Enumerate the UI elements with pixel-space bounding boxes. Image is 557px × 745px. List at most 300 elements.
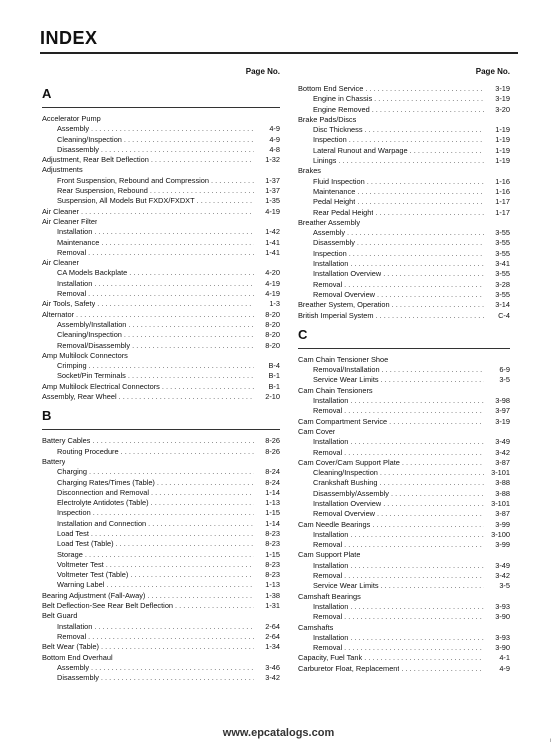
entry-label: Installation [313, 529, 349, 539]
entry-label: Cam Needle Bearings [298, 519, 371, 529]
entry-page: 2-10 [265, 392, 280, 402]
dot-leader [350, 259, 484, 269]
entry-label: CA Models Backplate [57, 268, 128, 278]
index-entry [42, 238, 280, 248]
entry-page: 1-41 [265, 237, 280, 247]
entry-label: Removal [57, 289, 87, 299]
dot-leader [124, 330, 254, 340]
dot-leader [389, 417, 484, 427]
index-entry [42, 351, 280, 361]
index-entry [42, 248, 280, 258]
entry-page: 2-64 [265, 631, 280, 641]
section-rule [298, 348, 510, 349]
entry-label: Cleaning/Inspection [57, 330, 122, 340]
index-entry [42, 145, 280, 155]
dot-leader [147, 591, 254, 601]
index-entry [42, 310, 280, 320]
entry-page: 8-24 [265, 477, 280, 487]
entry-label: Battery Cables [42, 436, 91, 446]
entry-label: Pedal Height [313, 197, 356, 207]
index-entry [298, 623, 510, 633]
index-entry [42, 207, 280, 217]
dot-leader [338, 156, 484, 166]
entry-label: Battery [42, 456, 66, 466]
entry-label: Removal [313, 571, 343, 581]
entry-page: 8-26 [265, 436, 280, 446]
entry-page: 3-49 [495, 560, 510, 570]
right-sections [298, 84, 510, 674]
entry-page: 3-101 [491, 498, 510, 508]
dot-leader [130, 570, 254, 580]
index-entry [42, 124, 280, 134]
index-entry [298, 197, 510, 207]
entry-label: Disassembly/Assembly [313, 488, 389, 498]
entry-page: 3-41 [495, 259, 510, 269]
entry-page: 3-87 [495, 509, 510, 519]
entry-page: 3-14 [495, 300, 510, 310]
entry-label: Charging Rates/Times (Table) [57, 477, 155, 487]
index-entry [298, 115, 510, 125]
entry-label: Camshaft Bearings [298, 591, 361, 601]
entry-label: Load Test (Table) [57, 539, 114, 549]
index-entry [298, 228, 510, 238]
entry-page: 3-100 [491, 529, 510, 539]
entry-page: 3-55 [495, 248, 510, 258]
dot-leader [101, 145, 254, 155]
index-entry [42, 165, 280, 175]
entry-label: Accelerator Pump [42, 114, 101, 123]
right-column [298, 67, 510, 674]
entry-page: B-1 [268, 371, 280, 381]
entry-label: Removal [313, 406, 343, 416]
entry-page: 3-90 [495, 643, 510, 653]
entry-page: 3-19 [495, 84, 510, 93]
dot-leader [392, 300, 484, 310]
dot-leader [132, 341, 254, 351]
dot-leader [93, 508, 254, 518]
section-rule [42, 107, 280, 108]
index-entry [298, 643, 510, 653]
entry-label: Linings [313, 156, 337, 166]
index-entry [42, 488, 280, 498]
entry-label: Bearing Adjustment (Fall-Away) [42, 590, 146, 600]
entry-label: Installation [57, 621, 93, 631]
dot-leader [76, 310, 254, 320]
entry-label: Bottom End Service [298, 84, 364, 93]
index-entry [298, 218, 510, 228]
index-entry [298, 509, 510, 519]
entry-label: Rear Pedal Height [313, 207, 374, 217]
dot-leader [372, 105, 484, 115]
entry-page: 1-37 [265, 175, 280, 185]
entry-page: 3-55 [495, 238, 510, 248]
left-sections [42, 86, 280, 683]
entry-label: Routing Procedure [57, 446, 119, 456]
dot-leader [151, 498, 254, 508]
index-entry [298, 300, 510, 310]
index-entry [298, 94, 510, 104]
entry-page: 4-9 [499, 663, 510, 673]
index-entry [298, 84, 510, 94]
entry-page: 3-101 [491, 468, 510, 478]
entry-label: Inspection [313, 248, 347, 258]
entry-label: Disconnection and Removal [57, 487, 150, 497]
entry-page: 4-9 [269, 124, 280, 134]
dot-leader [382, 365, 484, 375]
entry-label: Removal [313, 447, 343, 457]
dot-leader [357, 187, 484, 197]
entry-page: 1-41 [265, 247, 280, 257]
entry-label: Warning Label [57, 580, 105, 590]
dot-leader [383, 499, 484, 509]
footer-watermark: www.epcatalogs.com [222, 727, 335, 739]
index-entry [298, 365, 510, 375]
entry-page: 3-28 [495, 279, 510, 289]
entry-page: 3-98 [495, 396, 510, 406]
dot-leader [101, 642, 254, 652]
dot-leader [91, 663, 254, 673]
entry-label: Installation Overview [313, 498, 382, 508]
entry-page: 3-99 [495, 540, 510, 550]
dot-leader [85, 550, 254, 560]
index-entry [42, 320, 280, 330]
page-no-header: Page No. [245, 67, 280, 76]
entry-label: Cam Chain Tensioners [298, 385, 373, 395]
index-entry [298, 437, 510, 447]
index-entry [298, 259, 510, 269]
entry-page: 8-24 [265, 467, 280, 477]
index-entry [298, 290, 510, 300]
index-entry [298, 125, 510, 135]
index-entry [42, 642, 280, 652]
entry-label: Engine Removed [313, 104, 370, 114]
index-entry [298, 386, 510, 396]
dot-leader [150, 186, 254, 196]
dot-leader [350, 530, 484, 540]
index-entry [42, 601, 280, 611]
entry-page: 3-88 [495, 488, 510, 498]
index-entry [42, 519, 280, 529]
index-entry [298, 520, 510, 530]
entry-page: 1-19 [495, 145, 510, 155]
entry-label: Cleaning/Inspection [313, 468, 378, 478]
entry-label: Maintenance [57, 237, 100, 247]
entry-page: 1-13 [265, 498, 280, 508]
entry-page: 3-42 [265, 673, 280, 683]
entry-label: Charging [57, 467, 87, 477]
entry-page: 3-99 [495, 519, 510, 529]
dot-leader [376, 311, 484, 321]
entry-page: 3-93 [495, 601, 510, 611]
index-entry [298, 375, 510, 385]
entry-page: 3-20 [495, 104, 510, 114]
entry-page: 8-23 [265, 570, 280, 580]
entry-label: Capacity, Fuel Tank [298, 653, 363, 663]
entry-page: 1-17 [495, 197, 510, 207]
dot-leader [128, 320, 254, 330]
entry-page: 1-3 [269, 299, 280, 309]
entry-label: Installation Overview [313, 269, 382, 279]
entry-label: Removal [57, 247, 87, 257]
entry-label: Installation [313, 632, 349, 642]
index-entry [298, 489, 510, 499]
entry-label: Breather System, Operation [298, 300, 390, 310]
index-entry [298, 406, 510, 416]
index-entry [42, 114, 280, 124]
dot-leader [101, 673, 254, 683]
index-entry [298, 581, 510, 591]
index-entry [298, 550, 510, 560]
entry-page: 1-37 [265, 186, 280, 196]
dot-leader [365, 84, 484, 94]
entry-page: 3-88 [495, 478, 510, 488]
entry-label: Crimping [57, 361, 87, 371]
index-entry [298, 592, 510, 602]
index-entry [42, 436, 280, 446]
entry-label: Breather Assembly [298, 217, 361, 227]
dot-leader [101, 238, 254, 248]
entry-page: 8-20 [265, 330, 280, 340]
index-entry [298, 105, 510, 115]
dot-leader [344, 406, 484, 416]
index-entry [42, 580, 280, 590]
index-entry [298, 249, 510, 259]
entry-page: 1-35 [265, 196, 280, 206]
index-entry [42, 673, 280, 683]
index-entry [42, 498, 280, 508]
entry-label: Installation and Connection [57, 518, 147, 528]
dot-leader [106, 560, 254, 570]
entry-page: 8-20 [265, 319, 280, 329]
index-entry [42, 539, 280, 549]
index-entry [298, 396, 510, 406]
page-title: INDEX [40, 28, 98, 48]
dot-leader [344, 571, 484, 581]
index-entry [42, 591, 280, 601]
entry-page: 1-42 [265, 227, 280, 237]
entry-page: 1-34 [265, 642, 280, 652]
section-letter: C [298, 326, 308, 342]
entry-label: Brake Pads/Discs [298, 114, 357, 124]
dot-leader [364, 653, 484, 663]
entry-page: 8-23 [265, 528, 280, 538]
entry-page: 1-19 [495, 135, 510, 145]
entry-label: Removal/Installation [313, 365, 380, 375]
entry-page: 4-19 [265, 278, 280, 288]
entry-label: Socket/Pin Terminals [57, 371, 126, 381]
index-entry [42, 227, 280, 237]
entry-page: 4-1 [499, 653, 510, 663]
entry-label: Air Cleaner [42, 258, 79, 268]
index-entry [42, 529, 280, 539]
dot-leader [81, 207, 254, 217]
dot-leader [92, 436, 254, 446]
entry-label: Amp Multilock Electrical Connectors [42, 381, 160, 391]
entry-page: 3-5 [499, 375, 510, 385]
entry-label: Installation [57, 227, 93, 237]
dot-leader [350, 602, 484, 612]
index-entry [298, 561, 510, 571]
entry-page: 8-26 [265, 446, 280, 456]
entry-label: Removal Overview [313, 289, 376, 299]
dot-leader [197, 196, 254, 206]
index-entry [42, 268, 280, 278]
index-entry [298, 602, 510, 612]
entry-label: Cam Support Plate [298, 550, 361, 560]
entry-page: 8-23 [265, 539, 280, 549]
index-entry [298, 478, 510, 488]
entry-page: 1-31 [265, 601, 280, 611]
index-section [42, 408, 280, 683]
dot-leader [94, 227, 254, 237]
index-entry [42, 550, 280, 560]
entry-label: Adjustment, Rear Belt Deflection [42, 155, 149, 165]
entry-label: Installation [313, 437, 349, 447]
dot-leader [380, 478, 485, 488]
index-entry [42, 341, 280, 351]
entry-label: Removal [313, 540, 343, 550]
dot-leader [381, 581, 484, 591]
index-entry [42, 258, 280, 268]
entry-label: Removal/Disassembly [57, 340, 131, 350]
entry-label: Cam Cover [298, 426, 336, 436]
title-rule [40, 52, 518, 54]
entry-label: Engine in Chassis [313, 94, 373, 104]
dot-leader [116, 539, 254, 549]
dot-leader [391, 489, 484, 499]
entry-label: Voltmeter Test (Table) [57, 570, 129, 580]
left-column [42, 67, 280, 683]
dot-leader [91, 124, 254, 134]
entry-label: Installation [313, 259, 349, 269]
dot-leader [97, 299, 254, 309]
dot-leader [344, 448, 484, 458]
entry-page: 3-55 [495, 269, 510, 279]
dot-leader [377, 290, 484, 300]
index-entry [298, 280, 510, 290]
entry-page: 4-9 [269, 134, 280, 144]
entry-page: 1-14 [265, 518, 280, 528]
entry-page: 3-55 [495, 289, 510, 299]
index-entry [298, 166, 510, 176]
entry-label: Voltmeter Test [57, 559, 104, 569]
entry-page: 3-42 [495, 447, 510, 457]
index-entry [42, 478, 280, 488]
entry-page: 4-19 [265, 206, 280, 216]
entry-label: Load Test [57, 528, 89, 538]
entry-label: Air Tools, Safety [42, 299, 96, 309]
entry-page: 1-15 [265, 549, 280, 559]
entry-page: C-4 [498, 310, 510, 320]
entry-page: 1-17 [495, 207, 510, 217]
entry-label: Inspection [57, 508, 91, 518]
index-entry [42, 653, 280, 663]
entry-page: 3-87 [495, 457, 510, 467]
index-entry [298, 448, 510, 458]
index-entry [42, 508, 280, 518]
dot-leader [377, 509, 484, 519]
entry-label: Crankshaft Bushing [313, 478, 378, 488]
entry-page: B-4 [268, 361, 280, 371]
entry-label: Lateral Runout and Warpage [313, 145, 408, 155]
entry-label: Bottom End Overhaul [42, 652, 113, 662]
index-entry [42, 371, 280, 381]
entry-label: Carburetor Float, Replacement [298, 663, 400, 673]
entry-label: Removal [57, 631, 87, 641]
entry-label: Rear Suspension, Rebound [57, 186, 148, 196]
entry-label: Installation [313, 396, 349, 406]
dot-leader [344, 540, 484, 550]
entry-page: 3-93 [495, 632, 510, 642]
entry-label: Assembly [57, 662, 90, 672]
dot-leader [211, 176, 254, 186]
dot-leader [88, 632, 254, 642]
index-entry [298, 530, 510, 540]
index-entry [298, 417, 510, 427]
index-entry [298, 664, 510, 674]
dot-leader [124, 135, 254, 145]
section-letter: B [42, 408, 52, 424]
dot-leader [372, 520, 484, 530]
entry-label: Maintenance [313, 186, 356, 196]
dot-leader [128, 371, 254, 381]
entry-page: 3-97 [495, 406, 510, 416]
entry-label: Disassembly [313, 238, 355, 248]
index-entry [42, 632, 280, 642]
index-entry [298, 355, 510, 365]
entry-page: 1-16 [495, 186, 510, 196]
entry-label: Service Wear Limits [313, 375, 379, 385]
index-entry [298, 427, 510, 437]
entry-page: 4-20 [265, 268, 280, 278]
entry-label: Installation [313, 560, 349, 570]
entry-label: Assembly [313, 228, 346, 238]
entry-label: Removal [313, 612, 343, 622]
entry-page: 4-8 [269, 144, 280, 154]
dot-leader [119, 392, 254, 402]
entry-page: 1-19 [495, 156, 510, 166]
index-entry [42, 155, 280, 165]
dot-leader [148, 519, 254, 529]
dot-leader [344, 643, 484, 653]
entry-label: Electrolyte Antidotes (Table) [57, 498, 149, 508]
dot-leader [350, 561, 484, 571]
dot-leader [349, 135, 484, 145]
entry-label: Belt Deflection-See Rear Belt Deflection [42, 601, 174, 611]
index-entry [42, 361, 280, 371]
entry-label: Disassembly [57, 673, 99, 683]
entry-page: 3-49 [495, 437, 510, 447]
index-entry [298, 238, 510, 248]
index-entry [42, 570, 280, 580]
index-entry [42, 135, 280, 145]
index-entry [42, 330, 280, 340]
entry-label: Assembly, Rear Wheel [42, 392, 117, 402]
entry-label: Removal [313, 279, 343, 289]
index-entry [42, 392, 280, 402]
index-entry [42, 560, 280, 570]
index-entry [298, 177, 510, 187]
index-entry [298, 187, 510, 197]
entry-page: 1-15 [265, 508, 280, 518]
dot-leader [88, 248, 254, 258]
entry-page: 3-19 [495, 94, 510, 104]
entry-page: 1-16 [495, 176, 510, 186]
dot-leader [374, 94, 484, 104]
dot-leader [344, 612, 484, 622]
section-letter: A [42, 86, 52, 101]
index-entry [42, 447, 280, 457]
